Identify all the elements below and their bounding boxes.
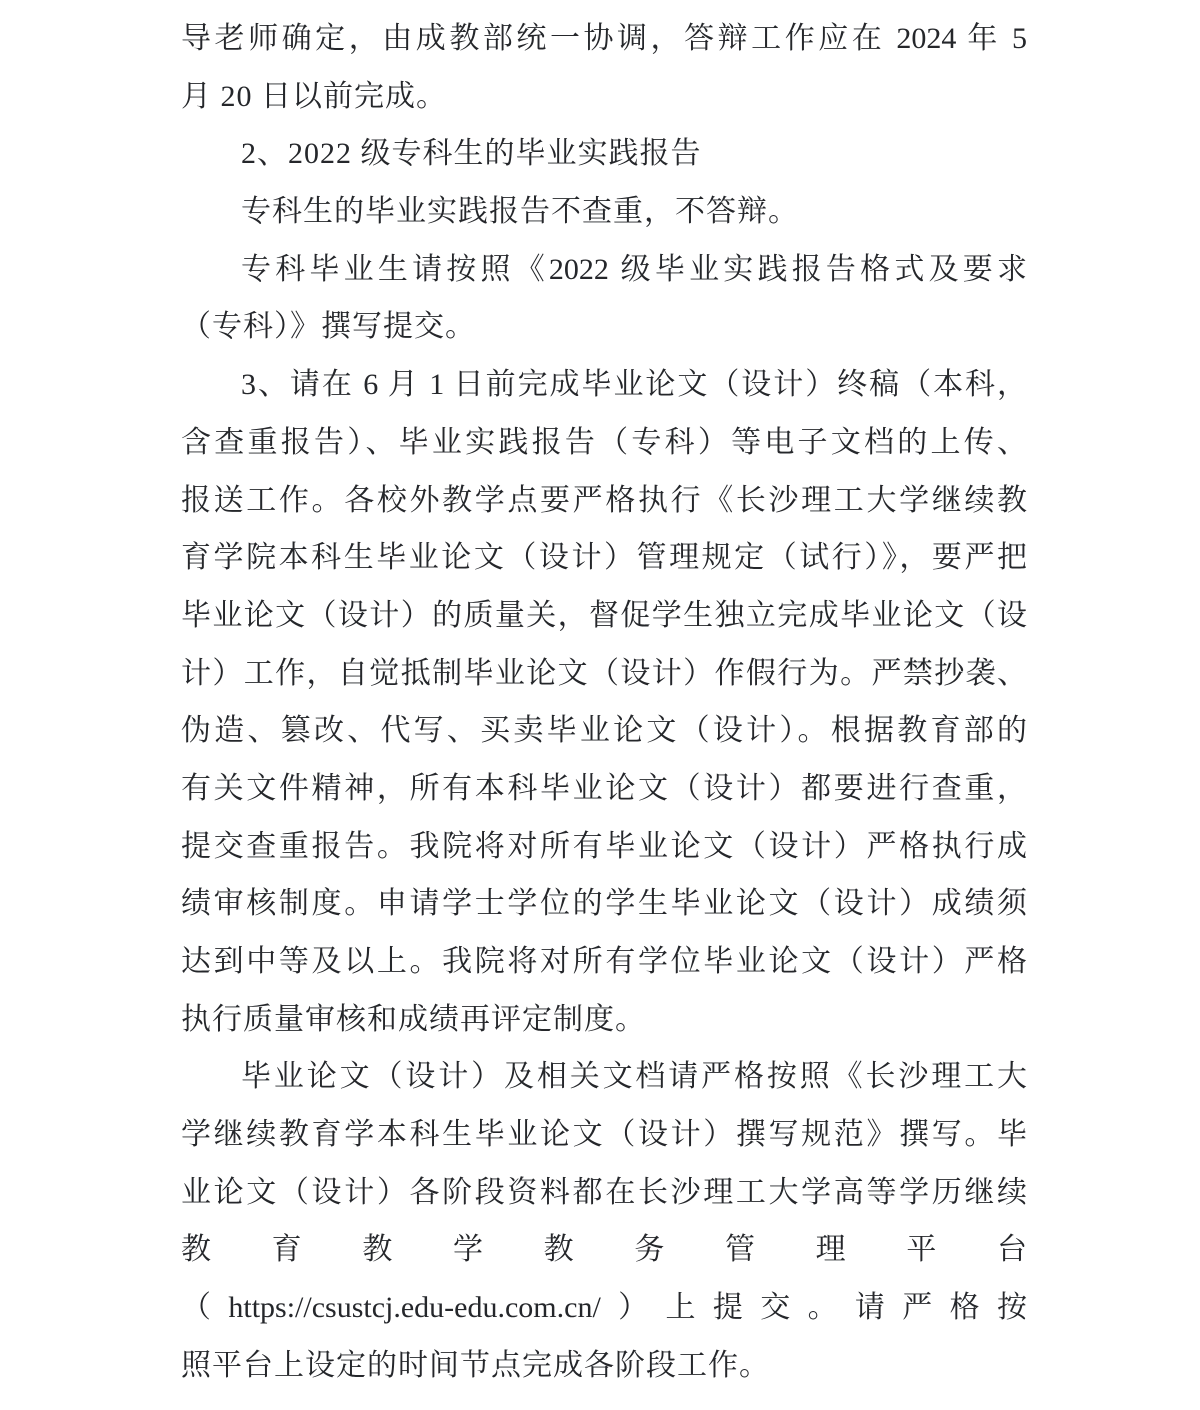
text-column [181,10,1027,1395]
text-line: 毕业论文（设计）的质量关，督促学生独立完成毕业论文（设 [181,598,1027,632]
text-line: 2、2022 级专科生的毕业实践报告 [241,137,702,171]
text-line: 伪造、篡改、代写、买卖毕业论文（设计）。根据教育部的 [181,714,1027,748]
text-line: 绩审核制度。申请学士学位的学生毕业论文（设计）成绩须 [181,887,1027,921]
text-line: 提交查重报告。我院将对所有毕业论文（设计）严格执行成 [181,829,1027,863]
text-line: 计）工作，自觉抵制毕业论文（设计）作假行为。严禁抄袭、 [181,656,1027,690]
text-line: 有关文件精神，所有本科毕业论文（设计）都要进行查重， [181,771,1027,805]
text-line: 导老师确定，由成教部统一协调，答辩工作应在 2024 年 5 [181,22,1027,55]
text-line: 3、请在 6 月 1 日前完成毕业论文（设计）终稿（本科， [241,368,1027,402]
text-line-with-url: （https://csustcj.edu-edu.com.cn/）上提交。请严格按 [181,1291,1027,1325]
text-line: 照平台上设定的时间节点完成各阶段工作。 [181,1348,770,1382]
text-line: 执行质量审核和成绩再评定制度。 [181,1002,646,1036]
text-line-justified-spread: 教 育 教 学 教 务 管 理 平 台 [181,1233,1027,1267]
text-line: 育学院本科生毕业论文（设计）管理规定（试行）》，要严把 [181,541,1027,575]
text-line: 学继续教育学本科生毕业论文（设计）撰写规范》撰写。毕 [181,1118,1027,1152]
text-line: 含查重报告）、毕业实践报告（专科）等电子文档的上传、 [181,425,1027,459]
text-line: 专科毕业生请按照《2022 级毕业实践报告格式及要求 [241,252,1027,286]
text-line: 月 20 日以前完成。 [181,79,447,113]
text-line: 业论文（设计）各阶段资料都在长沙理工大学高等学历继续 [181,1175,1027,1209]
text-line: （专科）》撰写提交。 [181,310,476,344]
text-line: 报送工作。各校外教学点要严格执行《长沙理工大学继续教 [181,483,1027,517]
text-line: 达到中等及以上。我院将对所有学位毕业论文（设计）严格 [181,945,1027,978]
text-line: 毕业论文（设计）及相关文档请严格按照《长沙理工大 [241,1060,1027,1094]
text-line: 专科生的毕业实践报告不查重，不答辩。 [241,195,799,229]
